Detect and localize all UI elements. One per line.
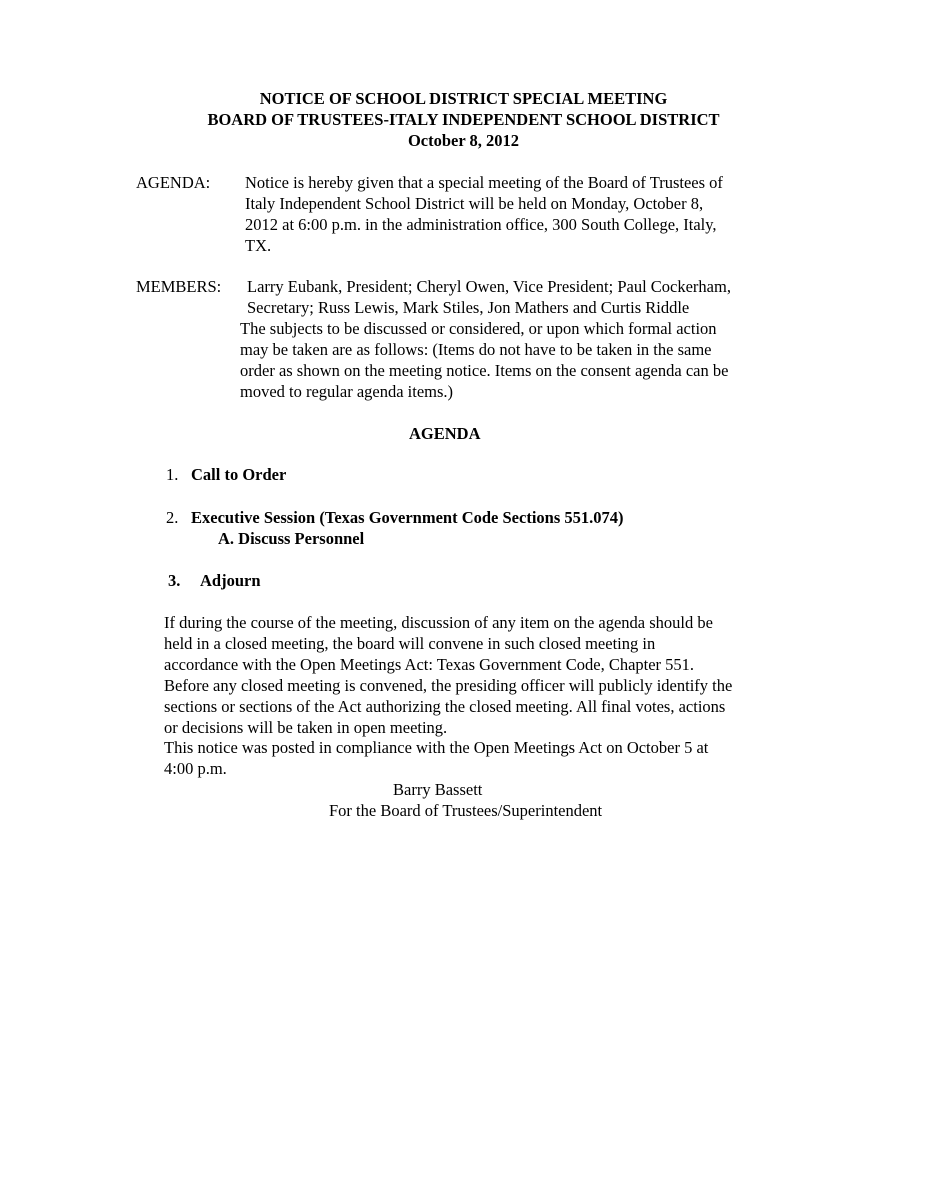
agenda-item-number: 3. [168,571,181,590]
subjects-paragraph [240,318,728,402]
members-line-1: Larry Eubank, President; Cheryl Owen, Vice President; Paul Cockerham, [247,277,731,296]
agenda-notice-line: Italy Independent School District will be held on Monday, October 8, [245,194,704,213]
agenda-heading: AGENDA [409,424,481,443]
subjects-line: may be taken are as follows: (Items do not have to be taken in the same [240,340,712,359]
board-title: BOARD OF TRUSTEES-ITALY INDEPENDENT SCHOOL DISTRICT [207,110,720,129]
agenda-notice-line: Notice is hereby given that a special meeting of the Board of Trustees of [245,173,723,192]
closing-line: sections or sections of the Act authorizing the closed meeting. All final votes, actions [164,697,726,716]
closing-line: accordance with the Open Meetings Act: Texas Government Code, Chapter 551. [164,655,695,674]
agenda-notice-text [245,172,723,256]
agenda-item-title: Call to Order [191,465,287,484]
agenda-subitem: A. Discuss Personnel [218,529,365,548]
notice-title: NOTICE OF SCHOOL DISTRICT SPECIAL MEETING [259,89,668,108]
signature-name: Barry Bassett [393,780,483,799]
subjects-line: The subjects to be discussed or considered, or upon which formal action [240,319,717,338]
members-line-2: Secretary; Russ Lewis, Mark Stiles, Jon Mathers and Curtis Riddle [247,298,690,317]
closed-meeting-paragraph [164,612,732,738]
agenda-item-title: Executive Session (Texas Government Code Sections 551.074) [191,508,624,527]
posting-line: This notice was posted in compliance with the Open Meetings Act on October 5 at [164,738,709,757]
closing-line: or decisions will be taken in open meeting. [164,718,448,737]
agenda-notice-line: TX. [245,236,272,255]
closing-line: If during the course of the meeting, discussion of any item on the agenda should be [164,613,713,632]
closing-line: Before any closed meeting is convened, the presiding officer will publicly identify the [164,676,733,695]
subjects-line: order as shown on the meeting notice. Items on the consent agenda can be [240,361,729,380]
agenda-notice-label: AGENDA: [136,173,211,192]
meeting-date: October 8, 2012 [407,131,520,150]
signature-title: For the Board of Trustees/Superintendent [329,801,603,820]
subjects-line: moved to regular agenda items.) [240,382,454,401]
closing-line: held in a closed meeting, the board will convene in such closed meeting in [164,634,656,653]
agenda-item-number: 2. [166,508,179,527]
agenda-notice-line: 2012 at 6:00 p.m. in the administration office, 300 South College, Italy, [245,215,717,234]
posting-line: 4:00 p.m. [164,759,227,778]
members-label: MEMBERS: [136,277,222,296]
posting-notice [164,737,708,779]
agenda-item-number: 1. [166,465,179,484]
agenda-item-title: Adjourn [200,571,261,590]
